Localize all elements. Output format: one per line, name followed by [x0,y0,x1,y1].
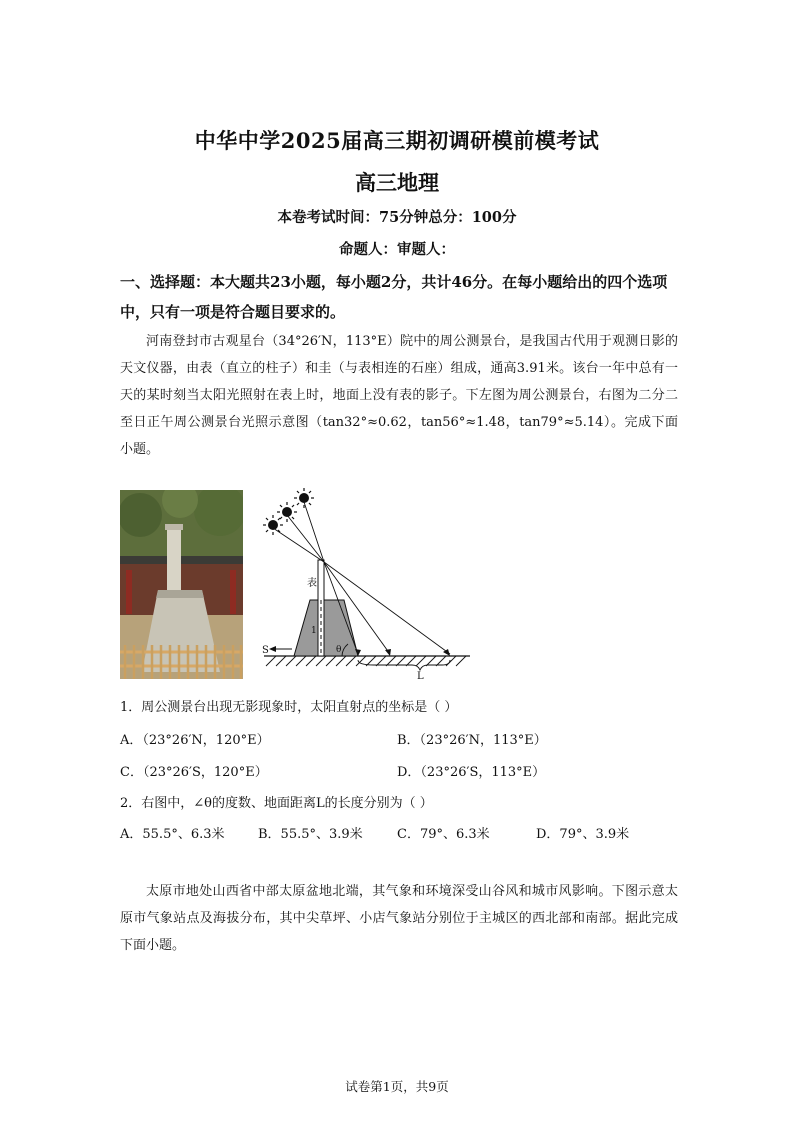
question-2-option-c: C．79°、6.3米 [397,827,490,842]
section-heading: 一、选择题：本大题共23小题，每小题2分，共计46分。在每小题给出的四个选项中，只有一项是符合题目要求的。 [120,273,668,321]
label-south: S [262,645,269,656]
page-footer: 试卷第1页，共9页 [345,1079,449,1094]
question-1-option-d: D．（23°26′S，113°E） [397,765,546,780]
passage-taiyuan: 太原市地处山西省中部太原盆地北端，其气象和环境深受山谷风和城市风影响。下图示意太原市气象站点及海拔分布，其中尖草坪、小店气象站分别位于主城区的西北部和南部。据此完成下面小题。 [120,884,678,953]
question-2-option-d: D．79°、3.9米 [536,827,630,842]
label-height: 1 [311,626,317,636]
label-distance-l: L [417,671,424,680]
observatory-photo [120,490,243,679]
question-2-option-a: A．55.5°、6.3米 [120,827,225,842]
passage-observatory: 河南登封市古观星台（34°26′N，113°E）院中的周公测景台，是我国古代用于观测日影的天文仪器，由表（直立的柱子）和圭（与表相连的石座）组成，通高3.91米。该台一年中总有一天的某时刻当太阳光照射在表上时，地面上没有表的影子。下左图为周公测景台，右图为二分二至日正午周公测景台光照示意图（tan32°≈0.62，tan56°≈1.48，tan79°≈5.14）。完成下面小题。 [120,334,678,457]
question-1-option-a: A．（23°26′N，120°E） [120,733,270,748]
label-biao: 表 [307,578,317,589]
label-theta: θ [336,645,342,655]
sun-angle-diagram [262,488,474,680]
exam-title: 中华中学2025届高三期初调研模前模考试 [194,128,600,153]
question-1-stem: 1．周公测景台出现无影现象时，太阳直射点的坐标是（ ） [120,700,458,715]
question-1-option-b: B．（23°26′N，113°E） [397,733,547,748]
sun-icon-middle [277,502,297,522]
question-2-option-b: B．55.5°、3.9米 [258,827,363,842]
exam-time-info: 本卷考试时间：75分钟总分：100分 [277,209,517,226]
exam-subject: 高三地理 [355,170,439,195]
question-1-option-c: C．（23°26′S，120°E） [120,765,268,780]
exam-authors: 命题人：审题人： [339,241,455,258]
sun-icon-low [263,515,283,535]
sun-icon-high [294,488,314,508]
question-2-stem: 2．右图中，∠θ的度数、地面距离L的长度分别为（ ） [120,796,433,811]
